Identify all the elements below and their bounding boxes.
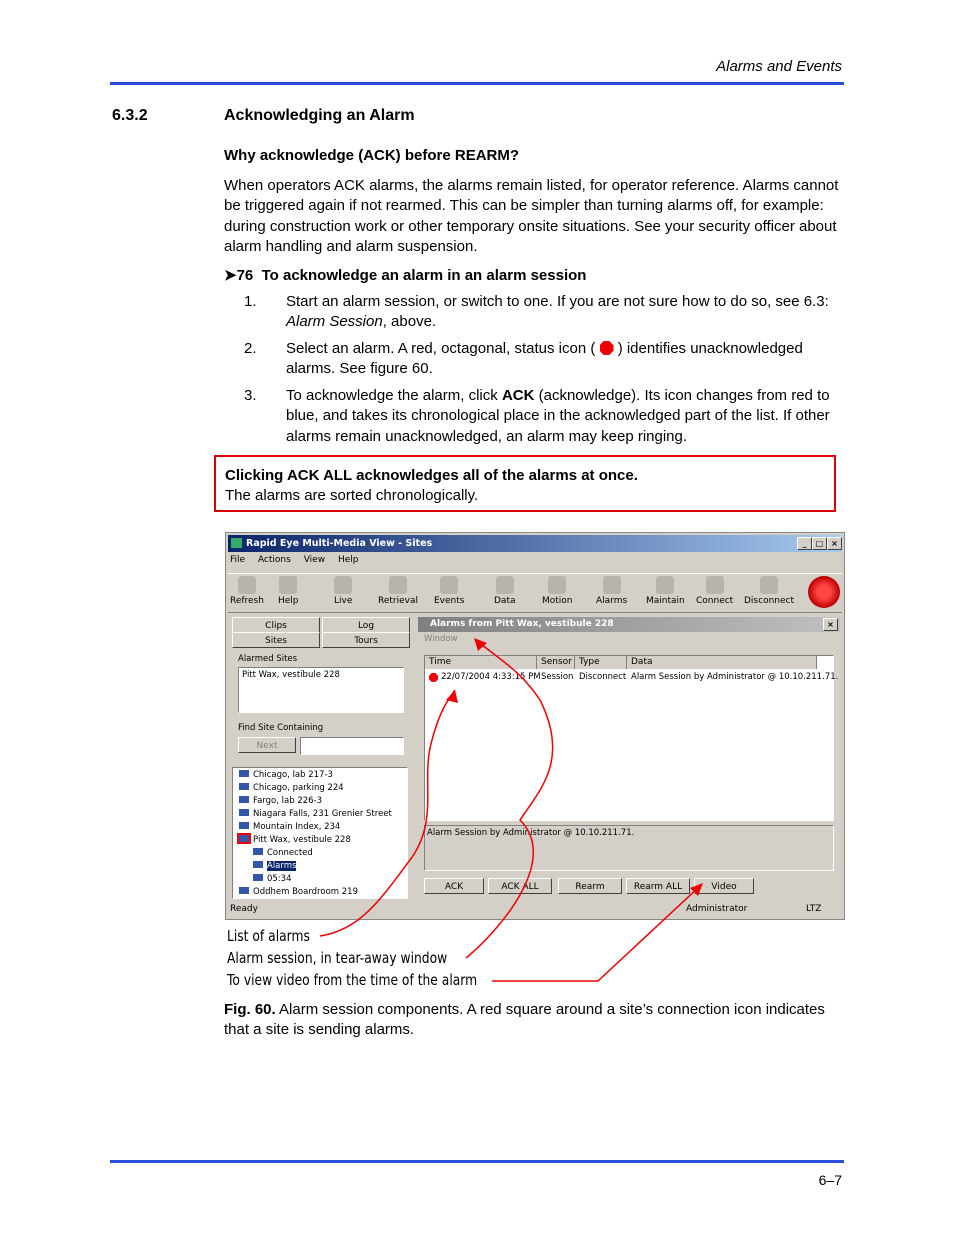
column-sensor[interactable]: Sensor xyxy=(537,656,575,669)
column-time[interactable]: Time xyxy=(425,656,537,669)
close-icon[interactable]: × xyxy=(827,537,842,550)
running-header: Alarms and Events xyxy=(716,58,842,75)
alarm-detail-text: Alarm Session by Administrator @ 10.10.211.71. xyxy=(427,828,635,838)
column-type[interactable]: Type xyxy=(575,656,627,669)
video-button[interactable]: Video xyxy=(694,878,754,894)
tab-tours[interactable]: Tours xyxy=(322,632,410,648)
toolbar-label: Motion xyxy=(542,596,573,606)
caption-text: Alarm session components. A red square around a site’s connection icon indicates that a site is sending alarms. xyxy=(224,1001,825,1039)
rearm-all-button[interactable]: Rearm ALL xyxy=(626,878,690,894)
toolbar-label: Data xyxy=(494,596,516,606)
step-text-strong: ACK xyxy=(501,387,535,404)
alarm-type: Disconnect xyxy=(579,672,627,682)
toolbar-label: Help xyxy=(278,596,299,606)
tree-label: Pitt Wax, vestibule 228 xyxy=(253,835,351,845)
caption-label: Fig. 60. xyxy=(224,1001,276,1018)
alarm-window-menu[interactable]: Window xyxy=(424,634,458,644)
tab-log[interactable]: Log xyxy=(322,617,410,633)
menu-file[interactable]: File xyxy=(230,555,246,565)
step-text-a: Select an alarm. A red, octagonal, status icon ( xyxy=(286,340,596,357)
toolbar-label: Disconnect xyxy=(744,596,794,606)
next-button[interactable]: Next xyxy=(238,737,296,753)
step-number: 2. xyxy=(244,340,257,357)
tab-sites[interactable]: Sites xyxy=(232,632,320,648)
alarm-window-title: Alarms from Pitt Wax, vestibule 228 xyxy=(430,619,614,629)
toolbar-label: Maintain xyxy=(646,596,685,606)
alarm-time: 22/07/2004 4:33:15 PM xyxy=(441,672,541,682)
step-text-b: (acknowledge). Its icon changes from red to blue, and takes its chronological place in the acknowledged part of the list. If other alarms remain unacknowledged, an alarm may keep ringing. xyxy=(286,387,830,445)
tree-label: Alarms xyxy=(267,861,297,871)
tree-label: Chicago, lab 217-3 xyxy=(253,770,333,780)
step-text-a: Start an alarm session, or switch to one. If you are not sure how to do so, see 6.3: xyxy=(286,293,829,310)
step-text-b: , above. xyxy=(382,313,437,331)
toolbar-label: Connect xyxy=(696,596,734,606)
menu-view[interactable]: View xyxy=(303,555,326,565)
procedure-title: To acknowledge an alarm in an alarm session xyxy=(261,267,587,284)
ack-all-button[interactable]: ACK ALL xyxy=(488,878,552,894)
step-number: 3. xyxy=(244,387,257,404)
list-callout-line xyxy=(320,690,455,936)
menu-help[interactable]: Help xyxy=(337,555,359,565)
page-number: 6–7 xyxy=(818,1172,842,1188)
toolbar-label: Refresh xyxy=(230,596,264,606)
column-data[interactable]: Data xyxy=(627,656,817,669)
status-user: Administrator xyxy=(686,904,748,914)
subheading: Why acknowledge (ACK) before REARM? xyxy=(224,147,520,164)
find-label: Find Site Containing xyxy=(238,723,324,733)
step-text-em: Alarm Session xyxy=(286,313,383,331)
intro-paragraph: When operators ACK alarms, the alarms remain listed, for operator reference. Alarms cannot be triggered again if not rearmed. This can be simpler than turning alarms off, for example: during construction work or other temporary onsite situations. See your security officer about alarm handling and alarm suspension. xyxy=(224,177,839,255)
menu-actions[interactable]: Actions xyxy=(257,555,291,565)
alarmed-sites-label: Alarmed Sites xyxy=(238,654,298,664)
toolbar-label: Alarms xyxy=(596,596,628,606)
tree-label: 05:34 xyxy=(267,874,292,884)
tree-label: Niagara Falls, 231 Grenier Street xyxy=(253,809,392,819)
video-callout-line xyxy=(492,886,700,981)
alarm-sensor: Session xyxy=(541,672,574,682)
alarm-window-close-icon[interactable]: × xyxy=(823,618,838,631)
tree-label: Connected xyxy=(267,848,313,858)
status-timezone: LTZ xyxy=(806,904,822,914)
status-ready: Ready xyxy=(230,904,258,914)
minimize-icon[interactable]: _ xyxy=(797,537,812,550)
step-number: 1. xyxy=(244,293,257,310)
step-text-a: To acknowledge the alarm, click xyxy=(286,387,502,404)
annotation-list-of-alarms: List of alarms xyxy=(227,927,310,945)
section-title: Acknowledging an Alarm xyxy=(224,107,415,124)
session-callout-line xyxy=(466,640,553,958)
toolbar-label: Events xyxy=(434,596,465,606)
tree-label: Mountain Index, 234 xyxy=(253,822,341,832)
alarm-data: Alarm Session by Administrator @ 10.10.211.71. xyxy=(631,672,839,682)
footer-rule xyxy=(110,1160,844,1163)
note-text: The alarms are sorted chronologically. xyxy=(225,487,479,504)
note-bold: Clicking ACK ALL acknowledges all of the alarms at once. xyxy=(225,467,638,484)
tree-label: Chicago, parking 224 xyxy=(253,783,344,793)
figure-caption xyxy=(224,1000,844,1041)
tree-label: Oddhem Boardroom 219 xyxy=(253,887,358,897)
ack-button[interactable]: ACK xyxy=(424,878,484,894)
toolbar-label: Retrieval xyxy=(378,596,418,606)
tree-label: Fargo, lab 226-3 xyxy=(253,796,323,806)
window-title: Rapid Eye Multi-Media View - Sites xyxy=(246,538,433,549)
arrowhead xyxy=(474,638,487,651)
toolbar-label: Live xyxy=(334,596,353,606)
alarmed-site-item[interactable]: Pitt Wax, vestibule 228 xyxy=(242,670,340,680)
annotation-alarm-session: Alarm session, in tear-away window xyxy=(227,949,448,967)
procedure-marker: ➤76 xyxy=(224,267,254,284)
rearm-button[interactable]: Rearm xyxy=(558,878,622,894)
step-text-b: ) identifies unacknowledged alarms. See figure 60. xyxy=(286,340,803,378)
tab-clips[interactable]: Clips xyxy=(232,617,320,633)
annotation-view-video: To view video from the time of the alarm xyxy=(227,971,478,989)
maximize-icon[interactable]: □ xyxy=(812,537,827,550)
section-number: 6.3.2 xyxy=(112,107,148,124)
